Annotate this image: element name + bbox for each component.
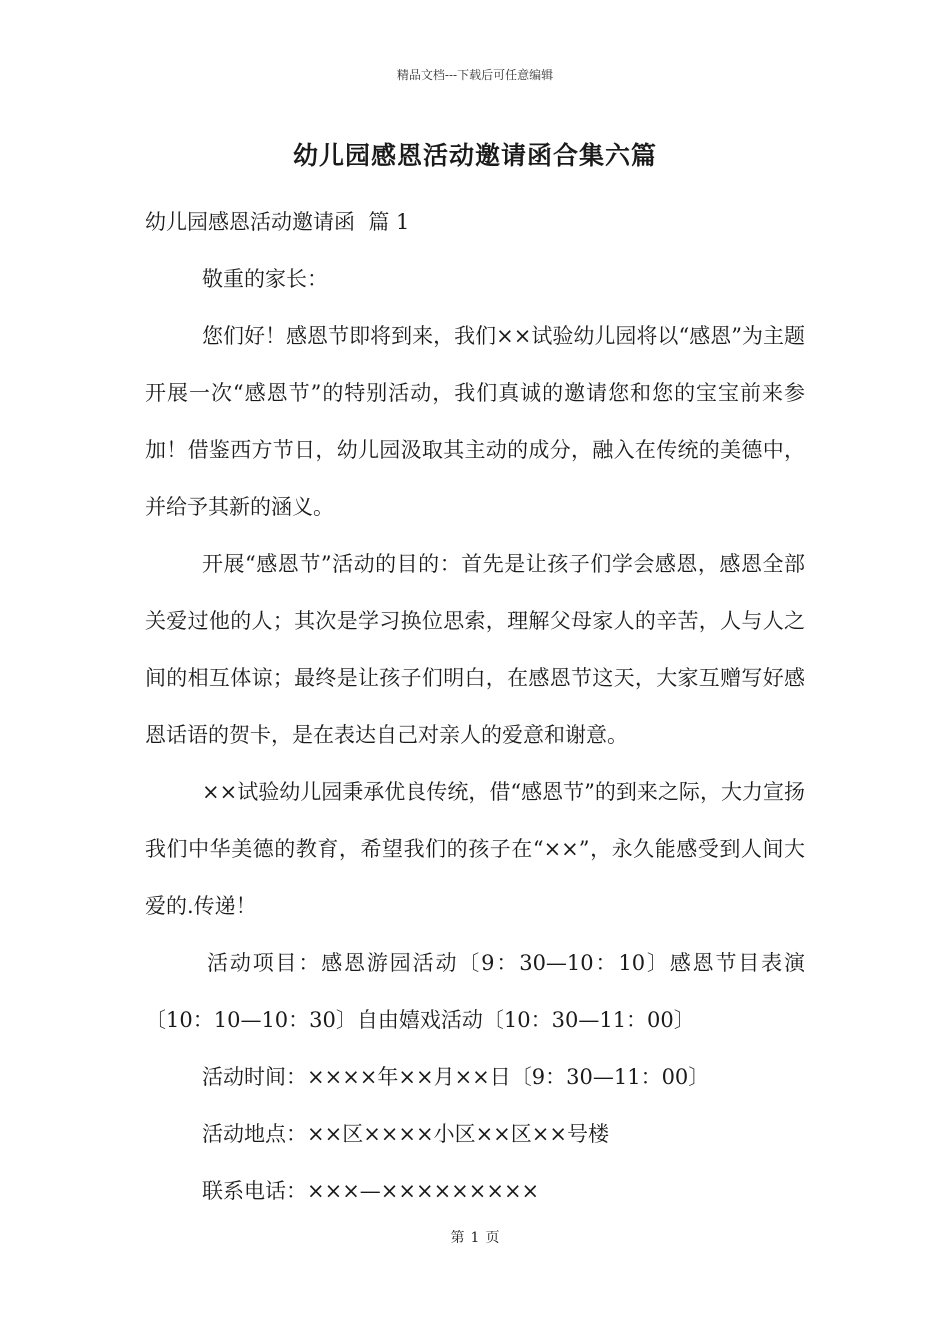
document-title: 幼儿园感恩活动邀请函合集六篇 <box>292 141 657 170</box>
paragraph-tradition: ××试验幼儿园秉承优良传统，借“感恩节”的到来之际，大力宣扬我们中华美德的教育，希望我们的孩子在“××”，永久能感受到人间大爱的.传递！ <box>145 780 805 918</box>
document-body <box>145 194 805 1220</box>
page-footer <box>0 1227 950 1247</box>
paragraph-purpose: 开展“感恩节”活动的目的：首先是让孩子们学会感恩，感恩全部关爱过他的人；其次是学习换位思索，理解父母家人的辛苦，人与人之间的相互体谅；最终是让孩子们明白，在感恩节这天，大家互赠写好感恩话语的贺卡，是在表达自己对亲人的爱意和谢意。 <box>145 552 805 747</box>
page-number: 1 <box>470 1230 480 1246</box>
salutation: 敬重的家长： <box>202 267 328 291</box>
activity-location: 活动地点：××区××××小区××区××号楼 <box>202 1122 609 1146</box>
page-label-suffix: 页 <box>485 1230 500 1246</box>
page-header: 精品文档---下载后可任意编辑 <box>396 68 554 82</box>
paragraph-greeting: 您们好！感恩节即将到来，我们××试验幼儿园将以“感恩”为主题开展一次“感恩节”的特别活动，我们真诚的邀请您和您的宝宝前来参加！借鉴西方节日，幼儿园汲取其主动的成分，融入在传统的美德中，并给予其新的涵义。 <box>145 324 805 519</box>
section-heading: 幼儿园感恩活动邀请函 篇 1 <box>145 210 410 234</box>
page-label-prefix: 第 <box>450 1230 465 1246</box>
activity-items: 活动项目：感恩游园活动〔9：30—10：10〕感恩节目表演〔10：10—10：30〕自由嬉戏活动〔10：30—11：00〕 <box>145 951 805 1032</box>
activity-time: 活动时间：××××年××月××日〔9：30—11：00〕 <box>202 1065 710 1089</box>
contact-phone: 联系电话：×××—××××××××× <box>202 1179 540 1203</box>
